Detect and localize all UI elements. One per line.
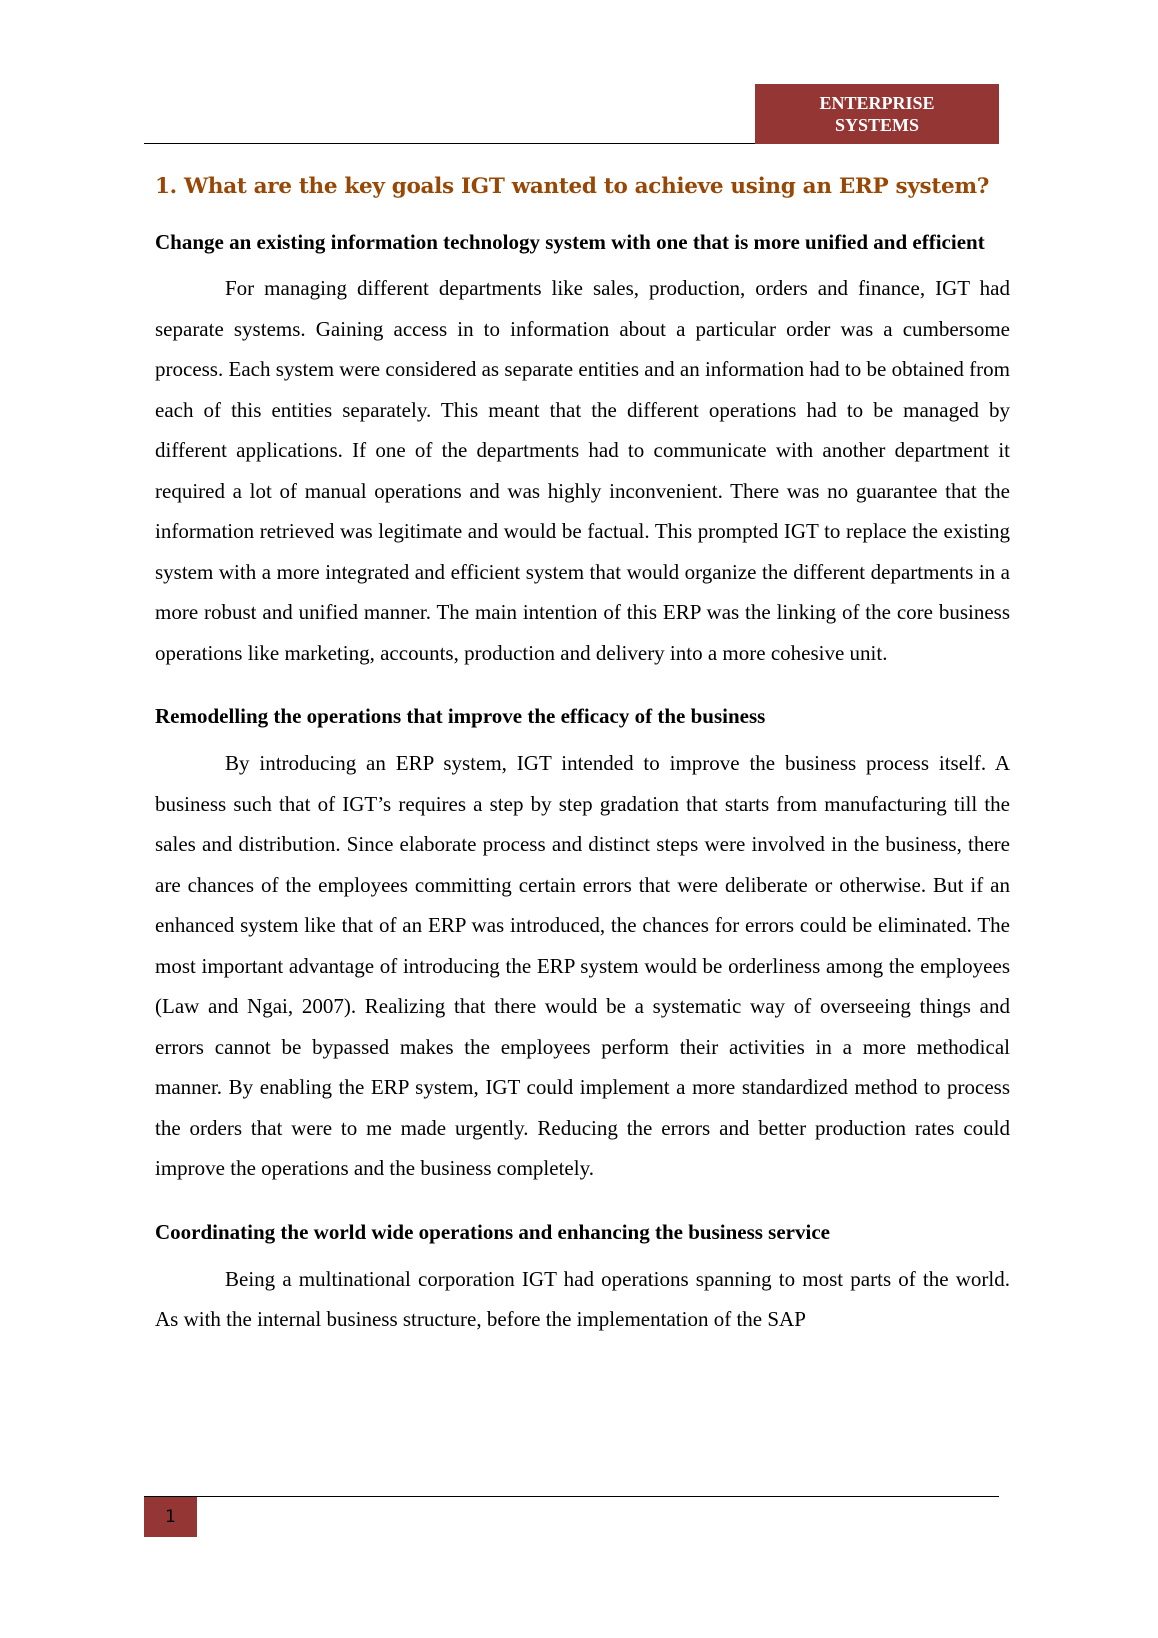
page-number-badge [144,1497,197,1537]
document-body [155,168,1010,1340]
header-title-line2: SYSTEMS [834,115,920,135]
footer-rule [144,1496,999,1497]
section-paragraph: By introducing an ERP system, IGT intended to improve the business process itself. A business such that of IGT’s requires a step by step gradation that starts from manufacturing till the sales and distribution. Since elaborate process and distinct steps were involved in the business, there are chances of the employees committing certain errors that were deliberate or otherwise. But if an enhanced system like that of an ERP was introduced, the chances for errors could be eliminated. The most important advantage of introducing the ERP system would be orderliness among the employees (Law and Ngai, 2007). Realizing that there would be a systematic way of overseeing things and errors cannot be bypassed makes the employees perform their activities in a more methodical manner. By enabling the ERP system, IGT could implement a more standardized method to process the orders that were to me made urgently. Reducing the errors and better production rates could improve the operations and the business completely. [155,751,1010,1180]
section-paragraph: For managing different departments like sales, production, orders and finance, IGT had separate systems. Gaining access in to information about a particular order was a cumbersome process. Each system were considered as separate entities and an information had to be obtained from each of this entities separately. This meant that the different operations had to be managed by different applications. If one of the departments had to communicate with another department it required a lot of manual operations and was highly inconvenient. There was no guarantee that the information retrieved was legitimate and would be factual. This prompted IGT to replace the existing system with a more integrated and efficient system that would organize the different departments in a more robust and unified manner. The main intention of this ERP was the linking of the core business operations like marketing, accounts, production and delivery into a more cohesive unit. [155,276,1010,665]
section-heading: Remodelling the operations that improve the efficacy of the business [155,704,766,728]
section-heading: Change an existing information technology system with one that is more unified and efficient [155,230,985,254]
section-heading: Coordinating the world wide operations and enhancing the business service [155,1219,830,1244]
page-number: 1 [165,1507,176,1527]
section-paragraph: Being a multinational corporation IGT had operations spanning to most parts of the world. As with the internal business structure, before the implementation of the SAP [155,1266,1010,1331]
header-title-box [755,84,999,144]
header-title-line1: ENTERPRISE [819,93,935,113]
question-heading: 1. What are the key goals IGT wanted to achieve using an ERP system? [155,174,990,199]
